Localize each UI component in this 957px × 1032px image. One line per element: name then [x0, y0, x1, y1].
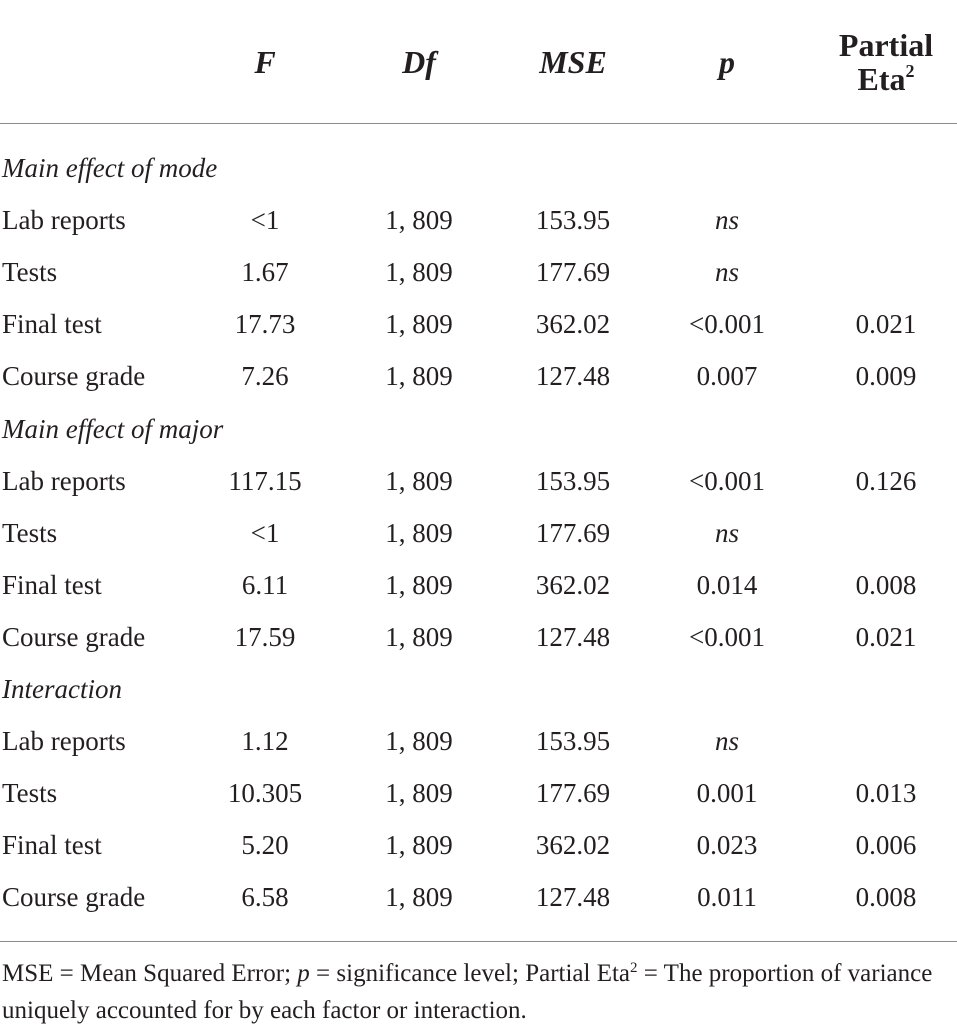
cell-p: <0.001: [689, 309, 765, 340]
cell-f: <1: [250, 517, 280, 548]
cell-mse: 127.48: [535, 882, 611, 913]
cell-eta: 0.021: [855, 621, 917, 652]
cell-mse: 177.69: [535, 517, 611, 548]
cell-f: 6.58: [241, 882, 289, 913]
cell-eta: [826, 507, 946, 559]
bottom-rule: [0, 941, 957, 942]
header-eta-superscript: 2: [905, 61, 915, 81]
cell-df: 1, 809: [385, 361, 453, 392]
cell-eta: 0.006: [855, 830, 917, 861]
table-row: [0, 246, 957, 298]
cell-mse: 177.69: [535, 257, 611, 288]
cell-p: 0.023: [696, 830, 758, 861]
cell-mse: 153.95: [535, 465, 611, 496]
row-label: Lab reports: [2, 465, 126, 496]
cell-f: 7.26: [241, 361, 289, 392]
table-row: [0, 611, 957, 663]
cell-f: 6.11: [241, 569, 289, 600]
cell-df: 1, 809: [385, 621, 453, 652]
header-partial-eta: [800, 0, 957, 124]
row-label: Course grade: [2, 621, 146, 652]
header-mse: MSE: [539, 44, 607, 80]
row-label: Course grade: [2, 882, 146, 913]
cell-f: 17.59: [234, 621, 296, 652]
cell-eta: 0.013: [855, 778, 917, 809]
cell-f: 1.67: [241, 257, 289, 288]
cell-df: 1, 809: [385, 309, 453, 340]
table-row: [0, 455, 957, 507]
row-label: Tests: [2, 778, 58, 809]
footnote-superscript: 2: [630, 960, 638, 976]
table-row: [0, 819, 957, 871]
row-label: Final test: [2, 830, 102, 861]
cell-eta: 0.009: [855, 361, 917, 392]
cell-eta: 0.126: [855, 465, 917, 496]
section-row: [0, 142, 957, 194]
cell-p: <0.001: [689, 621, 765, 652]
row-label: Lab reports: [2, 726, 126, 757]
table-row: [0, 298, 957, 350]
table-row: [0, 871, 957, 923]
footnote-p: p: [297, 960, 310, 987]
row-label: Course grade: [2, 361, 146, 392]
cell-f: 5.20: [241, 830, 289, 861]
cell-df: 1, 809: [385, 882, 453, 913]
cell-df: 1, 809: [385, 465, 453, 496]
cell-p: 0.007: [696, 361, 758, 392]
section-title: Main effect of mode: [2, 153, 218, 183]
footnote-part-b: = significance level; Partial Eta: [309, 960, 631, 987]
cell-mse: 177.69: [535, 778, 611, 809]
cell-df: 1, 809: [385, 205, 453, 236]
cell-p: ns: [714, 257, 739, 288]
cell-eta: 0.021: [855, 309, 917, 340]
cell-p: 0.011: [697, 882, 757, 913]
header-rule: [0, 123, 957, 124]
cell-df: 1, 809: [385, 830, 453, 861]
cell-eta: 0.008: [855, 569, 917, 600]
cell-p: 0.001: [696, 778, 758, 809]
cell-f: 1.12: [241, 726, 289, 757]
cell-df: 1, 809: [385, 778, 453, 809]
cell-mse: 362.02: [535, 569, 611, 600]
cell-p: ns: [714, 205, 739, 236]
cell-eta: [826, 246, 946, 298]
table-row: [0, 507, 957, 559]
cell-eta: [826, 715, 946, 767]
row-label: Tests: [2, 257, 58, 288]
cell-mse: 153.95: [535, 205, 611, 236]
cell-mse: 127.48: [535, 361, 611, 392]
cell-mse: 153.95: [535, 726, 611, 757]
table-row: [0, 767, 957, 819]
cell-mse: 362.02: [535, 830, 611, 861]
section-title: Main effect of major: [2, 413, 224, 444]
footnote-part-a: MSE = Mean Squared Error;: [2, 960, 298, 987]
cell-eta: 0.008: [855, 882, 917, 913]
header-p: p: [719, 44, 735, 80]
table-row: [0, 559, 957, 611]
header-eta-line1: Partial: [838, 27, 934, 63]
section-row: [0, 663, 957, 715]
table-row: [0, 194, 957, 246]
row-label: Lab reports: [2, 205, 126, 236]
cell-mse: 127.48: [535, 621, 611, 652]
cell-p: 0.014: [696, 569, 758, 600]
cell-df: 1, 809: [385, 726, 453, 757]
row-label: Final test: [2, 569, 102, 600]
cell-f: 10.305: [227, 778, 303, 809]
cell-f: 17.73: [234, 309, 296, 340]
row-label: Tests: [2, 517, 58, 548]
cell-eta: [826, 194, 946, 246]
cell-f: <1: [250, 205, 280, 236]
cell-p: ns: [714, 726, 739, 757]
footnote-part-c: = The proportion of variance uniquely accounted for by each factor or interaction.: [2, 960, 933, 1024]
table-footnote: [2, 955, 952, 1029]
section-row: [0, 403, 957, 455]
table-row: [0, 715, 957, 767]
cell-f: 117.15: [228, 465, 302, 496]
cell-df: 1, 809: [385, 257, 453, 288]
header-df: Df: [402, 44, 436, 80]
cell-p: <0.001: [689, 465, 765, 496]
cell-mse: 362.02: [535, 309, 611, 340]
header-f: F: [254, 44, 276, 80]
row-label: Final test: [2, 309, 102, 340]
section-title: Interaction: [2, 674, 122, 704]
header-eta-word: Eta: [857, 61, 906, 97]
cell-df: 1, 809: [385, 569, 453, 600]
table-row: [0, 350, 957, 402]
cell-p: ns: [714, 517, 739, 548]
header-eta-line2: [839, 62, 933, 96]
cell-df: 1, 809: [385, 517, 453, 548]
